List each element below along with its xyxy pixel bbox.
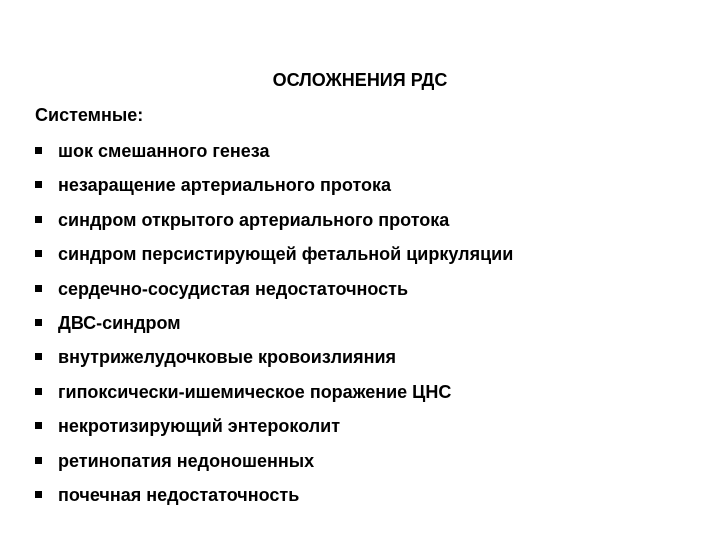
list-item-text: ретинопатия недоношенных bbox=[58, 450, 315, 471]
square-bullet-icon bbox=[35, 285, 42, 292]
list-item bbox=[35, 208, 513, 242]
list-item bbox=[35, 345, 513, 379]
square-bullet-icon bbox=[35, 181, 42, 188]
list-item-text: почечная недостаточность bbox=[58, 484, 300, 505]
list-item-text: синдром открытого артериального протока bbox=[58, 209, 450, 230]
list-item bbox=[35, 380, 513, 414]
list-item bbox=[35, 414, 513, 448]
slide-title: ОСЛОЖНЕНИЯ РДС bbox=[272, 70, 448, 90]
list-item-text: внутрижелудочковые кровоизлияния bbox=[58, 347, 397, 368]
list-item bbox=[35, 139, 513, 173]
list-item bbox=[35, 277, 513, 311]
list-item-text: некротизирующий энтероколит bbox=[58, 416, 341, 437]
list-item-text: незаращение артериального протока bbox=[58, 175, 392, 196]
list-item bbox=[35, 449, 513, 483]
list-item bbox=[35, 311, 513, 345]
section-heading: Системные: bbox=[35, 105, 144, 125]
square-bullet-icon bbox=[35, 388, 42, 395]
list-item-text: синдром персистирующей фетальной циркуляции bbox=[58, 244, 514, 265]
square-bullet-icon bbox=[35, 457, 42, 464]
square-bullet-icon bbox=[35, 216, 42, 223]
list-item-text: гипоксически-ишемическое поражение ЦНС bbox=[58, 381, 452, 402]
square-bullet-icon bbox=[35, 319, 42, 326]
square-bullet-icon bbox=[35, 491, 42, 498]
square-bullet-icon bbox=[35, 250, 42, 257]
list-item bbox=[35, 242, 513, 276]
list-item-text: шок смешанного генеза bbox=[58, 141, 270, 161]
list-item-text: ДВС-синдром bbox=[58, 312, 181, 333]
list-item-text: сердечно-сосудистая недостаточность bbox=[58, 278, 409, 299]
list-item bbox=[35, 173, 513, 207]
square-bullet-icon bbox=[35, 422, 42, 429]
list-item bbox=[35, 483, 513, 517]
square-bullet-icon bbox=[35, 353, 42, 360]
square-bullet-icon bbox=[35, 147, 42, 154]
complications-list bbox=[35, 139, 513, 517]
